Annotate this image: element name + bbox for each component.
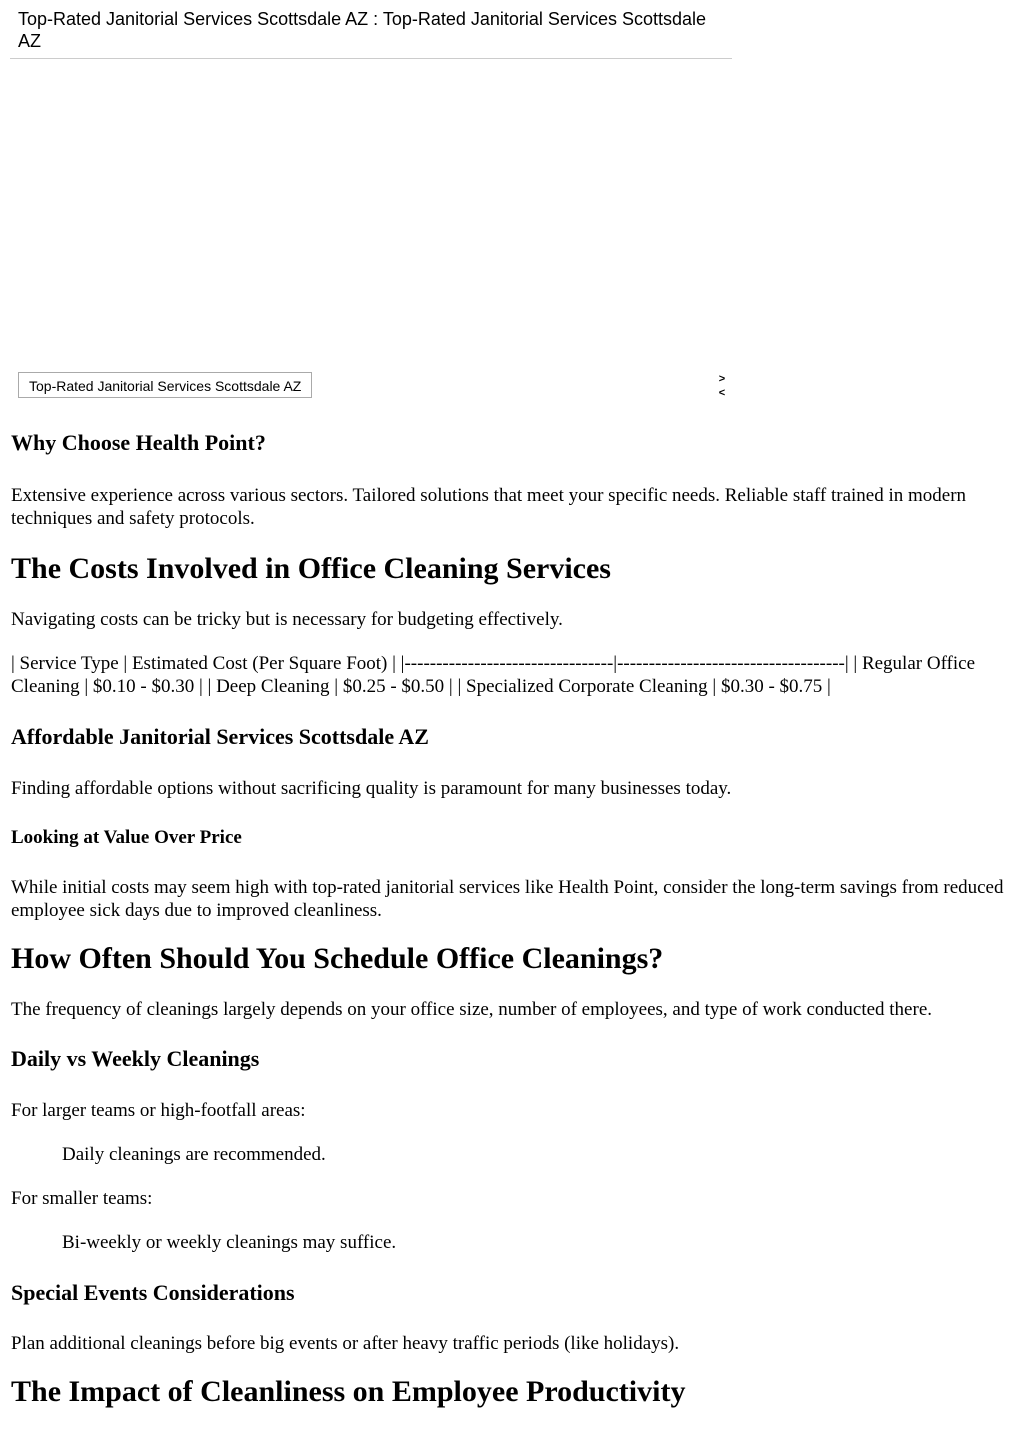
larger-teams-paragraph: For larger teams or high-footfall areas: [11, 1100, 306, 1121]
article-body [11, 430, 1013, 1409]
schedule-paragraph: The frequency of cleanings largely depends on your office size, number of employees, and type of work conducted there. [11, 999, 932, 1020]
costs-heading: The Costs Involved in Office Cleaning Services [11, 552, 611, 585]
next-arrow-icon[interactable]: > [718, 373, 726, 385]
affordable-heading: Affordable Janitorial Services Scottsdale AZ [11, 724, 429, 749]
special-events-heading: Special Events Considerations [11, 1280, 295, 1305]
costs-table-text: | Service Type | Estimated Cost (Per Square Foot) | |---------------------------------|------------------------------------| | Regular Office Cleaning | $0.10 - $0.30 | | Deep Cleaning | $0.25 - $0.50 | | Specialized Corporate Cleaning | $0.30 - $0.75 | [11, 653, 976, 697]
viewer-navigation [716, 372, 728, 400]
costs-intro-paragraph: Navigating costs can be tricky but is necessary for budgeting effectively. [11, 609, 563, 630]
smaller-teams-paragraph: For smaller teams: [11, 1188, 153, 1209]
why-heading: Why Choose Health Point? [11, 430, 266, 455]
viewer-tab[interactable]: Top-Rated Janitorial Services Scottsdale AZ [18, 372, 312, 398]
daily-weekly-heading: Daily vs Weekly Cleanings [11, 1046, 260, 1071]
impact-heading: The Impact of Cleanliness on Employee Productivity [11, 1375, 686, 1408]
value-heading: Looking at Value Over Price [11, 827, 242, 848]
prev-arrow-icon[interactable]: < [718, 387, 726, 399]
document-viewer-area [10, 59, 732, 369]
why-paragraph: Extensive experience across various sectors. Tailored solutions that meet your specific needs. Reliable staff trained in modern techniques and safety protocols. [11, 485, 967, 529]
schedule-heading: How Often Should You Schedule Office Cleanings? [11, 942, 664, 975]
document-header [10, 0, 732, 59]
affordable-paragraph: Finding affordable options without sacrificing quality is paramount for many businesses today. [11, 778, 732, 799]
daily-cleanings-quote: Daily cleanings are recommended. [62, 1144, 326, 1165]
special-events-paragraph: Plan additional cleanings before big events or after heavy traffic periods (like holidays). [11, 1333, 680, 1354]
document-title: Top-Rated Janitorial Services Scottsdale AZ : Top-Rated Janitorial Services Scottsdale AZ [18, 9, 706, 51]
value-paragraph: While initial costs may seem high with top-rated janitorial services like Health Point, consider the long-term savings from reduced employee sick days due to improved cleanliness. [11, 877, 1004, 921]
weekly-cleanings-quote: Bi-weekly or weekly cleanings may suffice. [62, 1232, 397, 1253]
